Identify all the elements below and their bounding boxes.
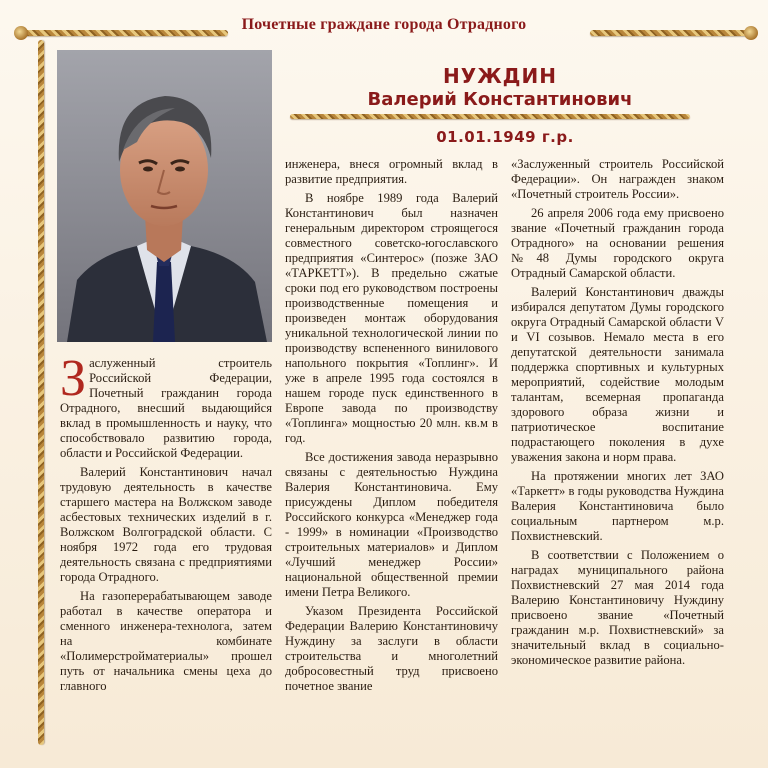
- paragraph-text: аслуженный строитель Российской Федерации, Почетный гражданин города Отрадного, внесший выдающийся вклад в промышленность и науку, что способствовало развитию города, области и Российской Федерации.: [60, 356, 272, 460]
- article-column-3: [511, 157, 724, 672]
- paragraph: В ноябре 1989 года Валерий Константинович был назначен генеральным директором строящегося совместного советско-югославского предприятия «Синтерос» (позже ЗАО «ТАРКЕТТ»). В предельно сжатые сроки под его руководством построены производственные помещения и произведен монтаж оборудования уникальной технологической линии по производству вспененного винилового напольного покрытия «Топлинг». И уже в апреле 1995 года состоялся в нашем городе пуск единственного в Европе завода по производству «Топлинга» мощностью 20 млн. кв.м в год.: [285, 191, 498, 445]
- person-name: [290, 64, 710, 112]
- article-column-2: [285, 157, 498, 698]
- left-rope-ornament: [38, 40, 44, 745]
- surname: НУЖДИН: [443, 64, 557, 88]
- paragraph: На газоперерабатывающем заводе работал в качестве оператора и сменного инженера-технолога, затем на комбинате «Полимерстройматериалы» прошел путь от начальника смены цеха до главного: [60, 589, 272, 693]
- given-names: Валерий Константинович: [367, 89, 633, 110]
- paragraph: [60, 350, 272, 461]
- paragraph: Валерий Константинович дважды избирался депутатом Думы городского округа Отрадный Самарской области V и VI созывов. Немало места в его депутатской деятельности занимала поддержка спортивных и культурных мероприятий, содействие молодым талантам, всемерная пропаганда здорового образа жизни и патриотическое воспитание подрастающего поколения в духе уважения закона и норм права.: [511, 285, 724, 464]
- portrait-icon: [57, 50, 272, 342]
- portrait-photo: [57, 50, 272, 342]
- name-underline-rope: [290, 114, 690, 119]
- birth-date: 01.01.1949 г.р.: [436, 128, 574, 146]
- paragraph: На протяжении многих лет ЗАО «Таркетт» в годы руководства Нуждина Валерия Константиновича было социальным партнером м.р. Похвистневский.: [511, 469, 724, 543]
- paragraph: Все достижения завода неразрывно связаны с деятельностью Нуждина Валерия Константиновича. Ему присуждены Диплом победителя Российского конкурса «Менеджер года - 1999» в номинации «Производство строительных материалов» и Диплом «Лучший менеджер России» национальной общественной премии имени Петра Великого.: [285, 450, 498, 599]
- paragraph: В соответствии с Положением о наградах муниципального района Похвистневский 27 мая 2014 года Валерию Константиновичу Нуждину присвоено звание «Почетный гражданин м.р. Похвистневский» за значительный вклад в социально-экономическое развитие района.: [511, 548, 724, 667]
- drop-cap: З: [60, 350, 87, 407]
- paragraph: «Заслуженный строитель Российской Федерации». Он награжден знаком «Почетный строитель России».: [511, 157, 724, 201]
- paragraph: Валерий Константинович начал трудовую деятельность в качестве старшего мастера на Волжском заводе асбестовых технических изделий в г. Волжском Волгоградской области. С ноября 1972 года его трудовая деятельность связана с предприятиями города Отрадного.: [60, 465, 272, 584]
- paragraph: 26 апреля 2006 года ему присвоено звание «Почетный гражданин города Отрадного» на основании решения №48 Думы городского округа Отрадный Самарской области.: [511, 206, 724, 280]
- header-title: Почетные граждане города Отрадного: [241, 16, 527, 33]
- paragraph: инженера, внеся огромный вклад в развитие предприятия.: [285, 157, 498, 186]
- article-column-1: [60, 350, 272, 698]
- paragraph: Указом Президента Российской Федерации Валерию Константиновичу Нуждину за заслуги в области строительства и многолетний добросовестный труд присвоено почетное звание: [285, 604, 498, 693]
